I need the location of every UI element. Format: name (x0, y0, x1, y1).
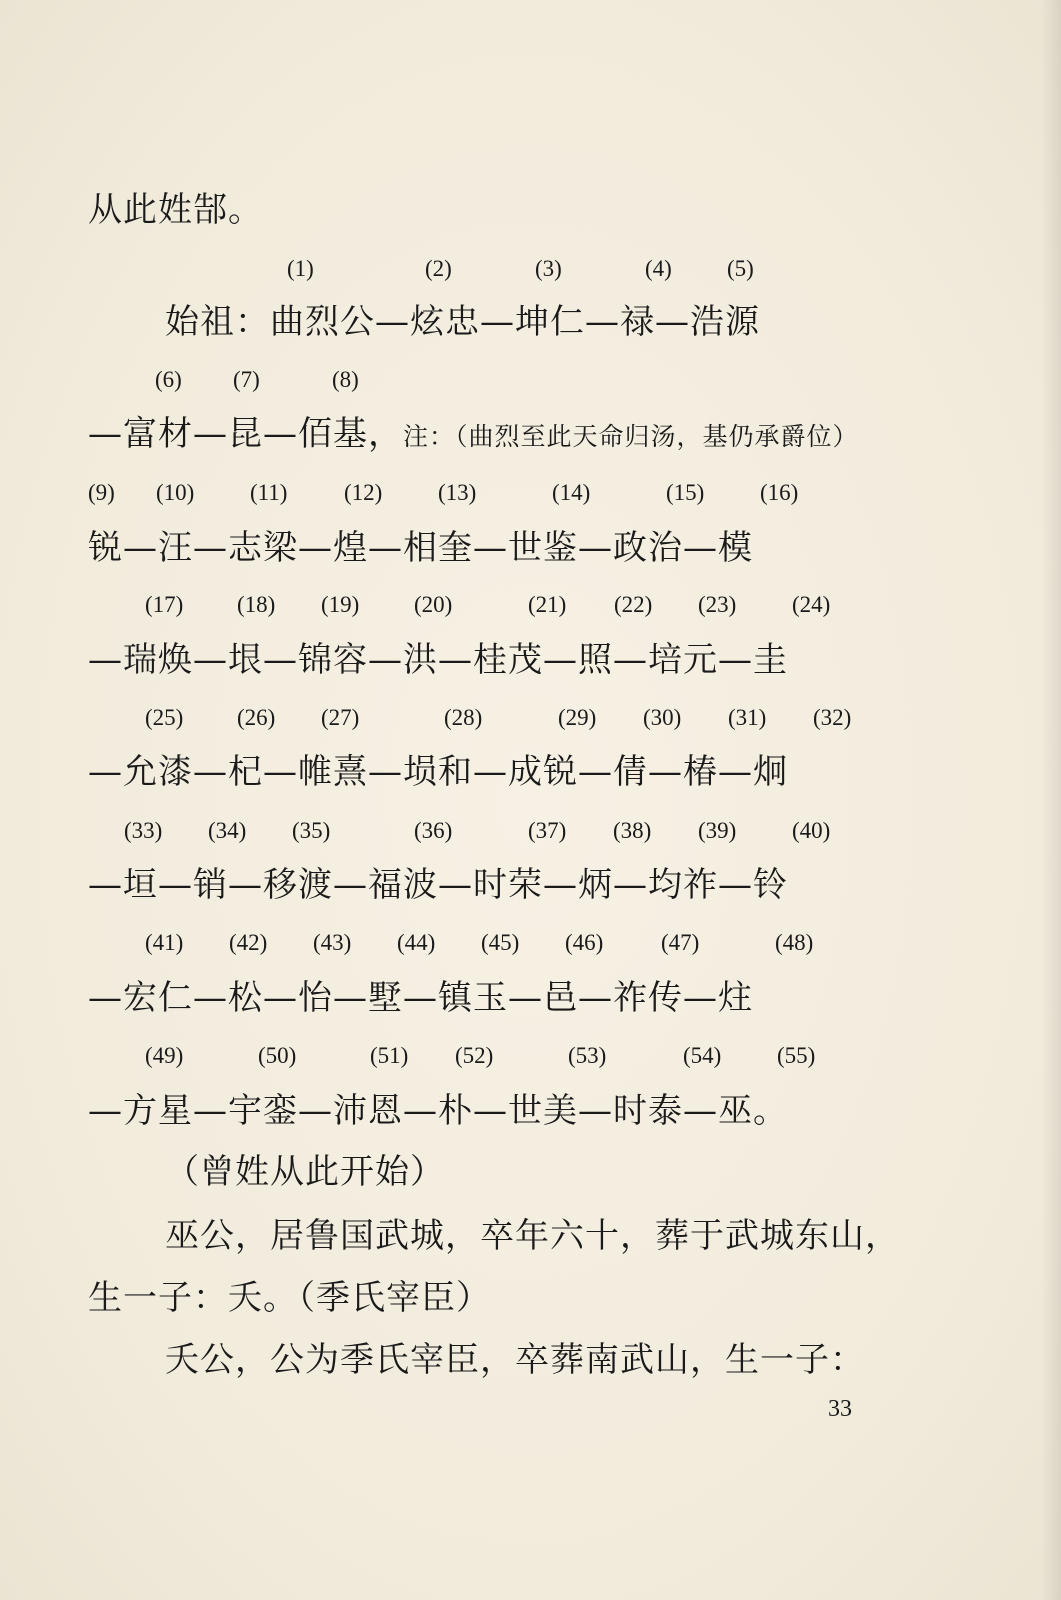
gen-number: (16) (760, 480, 799, 505)
page-edge-shadow (1041, 0, 1061, 1600)
gen-number: (27) (321, 705, 360, 730)
text-line-1: 从此姓郜。 (88, 190, 263, 230)
text-line-11: 巫公，居鲁国武城，卒年六十，葬于武城东山， (165, 1216, 900, 1256)
gen-number: (32) (813, 705, 852, 730)
gen-number: (37) (528, 818, 567, 843)
gen-number: (54) (683, 1043, 722, 1068)
gen-number: (48) (775, 930, 814, 955)
gen-number: (46) (565, 930, 604, 955)
gen-number: (39) (698, 818, 737, 843)
gen-number: (23) (698, 592, 737, 617)
text-line-12: 生一子：夭。（季氏宰臣） (88, 1278, 491, 1318)
gen-number: (10) (156, 480, 195, 505)
gen-number: (33) (124, 818, 163, 843)
gen-number: (2) (425, 256, 452, 281)
gen-number: (26) (237, 705, 276, 730)
gen-number: (20) (414, 592, 453, 617)
gen-number: (30) (643, 705, 682, 730)
line-3-note: 注：（曲烈至此天命归汤，基仍承爵位） (403, 422, 859, 451)
gen-number: (43) (313, 930, 352, 955)
gen-number: (47) (661, 930, 700, 955)
gen-number: (25) (145, 705, 184, 730)
gen-number: (50) (258, 1043, 297, 1068)
gen-number: (34) (208, 818, 247, 843)
gen-number: (36) (414, 818, 453, 843)
gen-number: (42) (229, 930, 268, 955)
gen-number: (7) (233, 367, 260, 392)
gen-number: (5) (727, 256, 754, 281)
gen-number: (49) (145, 1043, 184, 1068)
text-line-2: 始祖：曲烈公—炫忠—坤仁—禄—浩源 (165, 302, 760, 342)
gen-number: (44) (397, 930, 436, 955)
gen-number: (51) (370, 1043, 409, 1068)
gen-number: (6) (155, 367, 182, 392)
gen-number: (52) (455, 1043, 494, 1068)
gen-number: (28) (444, 705, 483, 730)
gen-number: (55) (777, 1043, 816, 1068)
gen-number: (38) (613, 818, 652, 843)
gen-number: (24) (792, 592, 831, 617)
gen-number: (1) (287, 256, 314, 281)
page-number: 33 (828, 1396, 852, 1422)
gen-number: (14) (552, 480, 591, 505)
text-line-8: —宏仁—松—怡—墅—镇玉—邑—祚传—炷 (88, 978, 753, 1018)
gen-number: (19) (321, 592, 360, 617)
text-line-6: —允漆—杞—帷熹—埙和—成锐—倩—椿—炯 (88, 752, 788, 792)
text-line-3 (88, 414, 859, 457)
line-3-main: —富材—昆—佰基， (88, 414, 403, 454)
text-line-5: —瑞焕—垠—锦容—洪—桂茂—照—培元—圭 (88, 640, 788, 680)
gen-number: (12) (344, 480, 383, 505)
gen-number: (18) (237, 592, 276, 617)
gen-number: (21) (528, 592, 567, 617)
gen-number: (15) (666, 480, 705, 505)
gen-number: (29) (558, 705, 597, 730)
text-line-4: 锐—汪—志梁—煌—相奎—世鉴—政治—模 (88, 528, 753, 568)
gen-number: (45) (481, 930, 520, 955)
gen-number: (17) (145, 592, 184, 617)
gen-number: (53) (568, 1043, 607, 1068)
text-line-10: （曾姓从此开始） (165, 1152, 445, 1192)
gen-number: (3) (535, 256, 562, 281)
gen-number: (41) (145, 930, 184, 955)
gen-number: (8) (332, 367, 359, 392)
gen-number: (4) (645, 256, 672, 281)
gen-number: (13) (438, 480, 477, 505)
gen-number: (9) (88, 480, 115, 505)
gen-number: (11) (250, 480, 288, 505)
text-line-13: 夭公，公为季氏宰臣，卒葬南武山，生一子： (165, 1340, 865, 1380)
gen-number: (35) (292, 818, 331, 843)
gen-number: (40) (792, 818, 831, 843)
gen-number: (22) (614, 592, 653, 617)
text-line-7: —垣—销—移渡—福波—时荣—炳—均祚—铃 (88, 865, 788, 905)
gen-number: (31) (728, 705, 767, 730)
text-line-9: —方星—宇銮—沛恩—朴—世美—时泰—巫。 (88, 1091, 788, 1131)
